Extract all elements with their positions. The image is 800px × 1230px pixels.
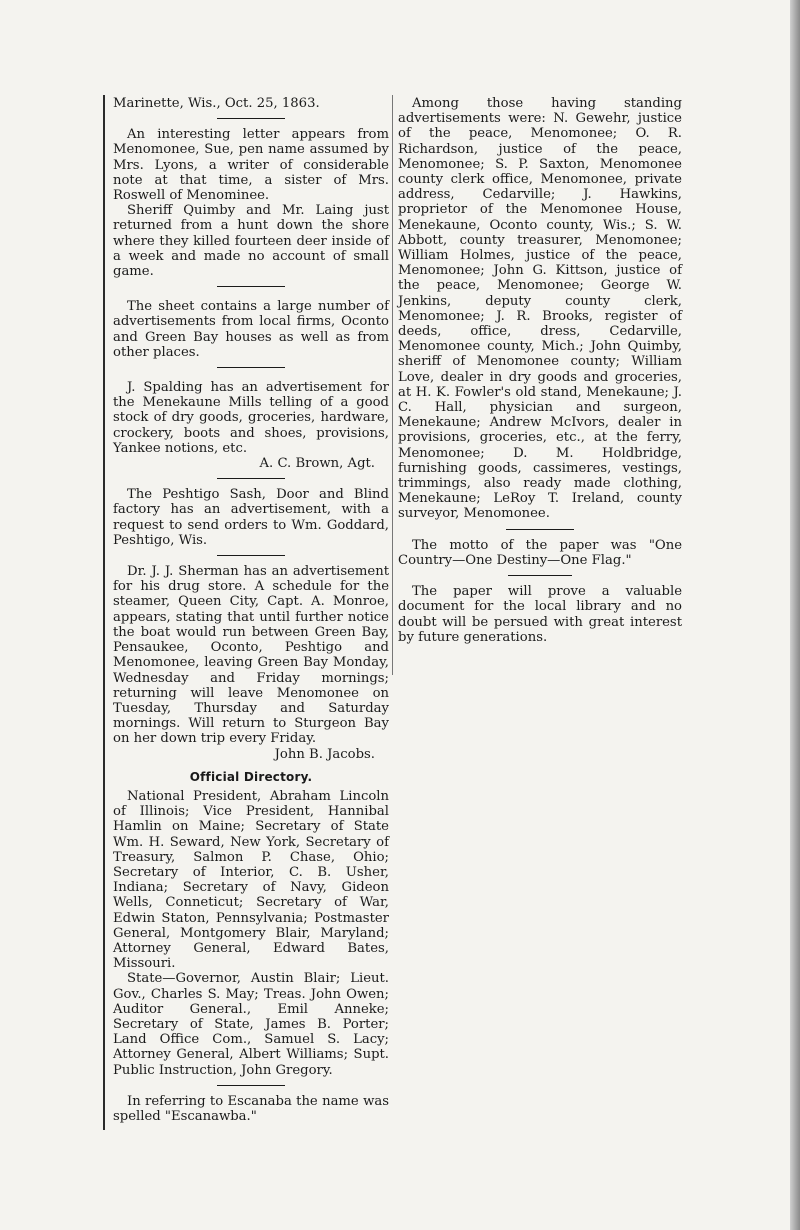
official-directory-heading: Official Directory.: [189, 769, 313, 784]
sherman-signature: John B. Jacobs.: [274, 746, 375, 762]
right-column: [398, 96, 682, 645]
hunt-paragraph: Sheriff Quimby and Mr. Laing just returned from a hunt down the shore where they killed fourteen deer inside of a week and made no account of small game.: [113, 203, 389, 280]
divider: [508, 575, 572, 576]
page-edge-shadow: [790, 0, 800, 1230]
divider: [217, 367, 285, 368]
letter-paragraph: An interesting letter appears from Menomonee, Sue, pen name assumed by Mrs. Lyons, a writer of considerable note at that time, a sister of Mrs. Roswell of Menominee.: [113, 127, 389, 204]
spalding-advertisement: J. Spalding has an advertisement for the Menekaune Mills telling of a good stock of dry goods, groceries, hardware, crockery, boots and shoes, provisions, Yankee notions, etc.: [113, 380, 389, 456]
peshtigo-advertisement: The Peshtigo Sash, Door and Blind factory has an advertisement, with a request to send orders to Wm. Goddard, Peshtigo, Wis.: [113, 487, 389, 548]
escanaba-paragraph: In referring to Escanaba the name was spelled "Escanawba.": [113, 1093, 389, 1124]
divider: [217, 478, 285, 479]
advertisements-paragraph: The sheet contains a large number of advertisements from local firms, Oconto and Green Bay houses as well as from other places.: [113, 299, 389, 360]
divider: [506, 529, 574, 530]
sherman-advertisement: Dr. J. J. Sherman has an advertisement for his drug store. A schedule for the steamer, Queen City, Capt. A. Monroe, appears, stating that until further notice the boat would run between Green Bay, Pensaukee, Oconto, Peshtigo and Menomonee, leaving Green Bay Monday, Wednesday and Friday mornings; returning will leave Menomonee on Tuesday, Thursday and Saturday mornings. Will return to Sturgeon Bay on her down trip every Friday.: [113, 564, 389, 747]
directory-national: National President, Abraham Lincoln of Illinois; Vice President, Hannibal Hamlin on Maine; Secretary of State Wm. H. Seward, New York, Secretary of Treasury, Salmon P. Chase, Ohio; Secretary of Interior, C. B. Usher, Indiana; Secretary of Navy, Gideon Wells, Conneticut; Secretary of War, Edwin Staton, Pennsylvania; Postmaster General, Montgomery Blair, Maryland; Attorney General, Edward Bates, Missouri.: [113, 788, 389, 972]
middle-column-rule: [392, 95, 393, 675]
left-column-rule: [103, 95, 105, 1130]
divider: [217, 118, 285, 119]
directory-state: State—Governor, Austin Blair; Lieut. Gov., Charles S. May; Treas. John Owen; Auditor General., Emil Anneke; Secretary of State, James B. Porter; Land Office Com., Samuel S. Lacy; Attorney General, Albert Williams; Supt. Public Instruction, John Gregory.: [113, 971, 389, 1078]
dateline: Marinette, Wis., Oct. 25, 1863.: [113, 96, 320, 111]
spalding-signature: A. C. Brown, Agt.: [259, 456, 375, 472]
motto-paragraph: The motto of the paper was "One Country—One Destiny—One Flag.": [398, 537, 682, 568]
closing-paragraph: The paper will prove a valuable document for the local library and no doubt will be persued with great interest by future generations.: [398, 584, 682, 645]
divider: [217, 1085, 285, 1086]
advertisers-paragraph: Among those having standing advertisements were: N. Gewehr, justice of the peace, Menomonee; O. R. Richardson, justice of the peace, Menomonee; S. P. Saxton, Menomonee county clerk office, Menomonee, private address, Cedarville; J. Hawkins, proprietor of the Menomonee House, Menekaune, Oconto county, Wis.; S. W. Abbott, county treasurer, Menomonee; William Holmes, justice of the peace, Menomonee; John G. Kittson, justice of the peace, Menomonee; George W. Jenkins, deputy county clerk, Menomonee; J. R. Brooks, register of deeds, office, dress, Cedarville, Menomonee county, Mich.; John Quimby, sheriff of Menomonee county; William Love, dealer in dry goods and groceries, at H. K. Fowler's old stand, Menekaune; J. C. Hall, physician and surgeon, Menekaune; Andrew McIvors, dealer in provisions, groceries, etc., at the ferry, Menomonee; D. M. Holdbridge, furnishing goods, cassimeres, vestings, trimmings, also ready made clothing, Menekaune; LeRoy T. Ireland, county surveyor, Menomonee.: [398, 96, 682, 522]
divider: [217, 555, 285, 556]
divider: [217, 286, 285, 287]
left-column: [113, 96, 389, 1124]
